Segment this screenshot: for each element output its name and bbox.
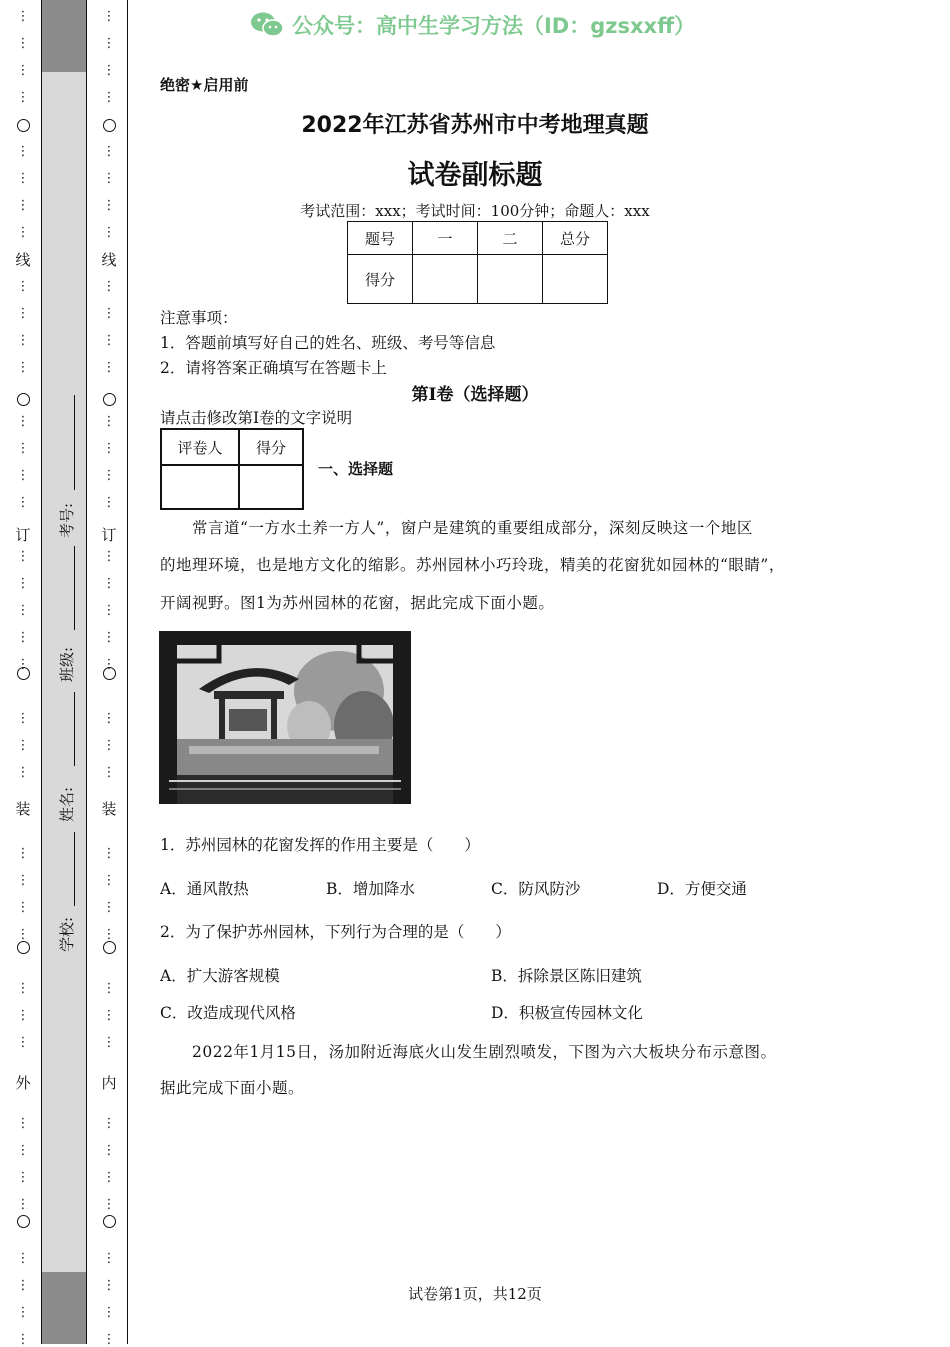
score-row-label: 得分: [348, 255, 413, 304]
binding-dots: ⋮: [102, 576, 116, 591]
binding-dots: ⋮: [16, 171, 30, 186]
binding-dots: ⋮: [102, 198, 116, 213]
school-field-line[interactable]: [74, 832, 75, 906]
binding-dots: ⋮: [16, 765, 30, 780]
watermark: [250, 10, 695, 40]
grader-header-cell: 评卷人: [161, 429, 239, 465]
binding-dots: ⋮: [102, 603, 116, 618]
binding-dots: ⋮: [16, 927, 30, 942]
binding-dots: ⋮: [16, 36, 30, 51]
page-title: 2022年江苏省苏州市中考地理真题: [301, 113, 649, 138]
score-header-cell: 总分: [543, 222, 608, 255]
page-footer: 试卷第1页，共12页: [408, 1285, 542, 1303]
option-a[interactable]: A．扩大游客规模: [160, 967, 280, 985]
score-header-cell: 题号: [348, 222, 413, 255]
score-table: [347, 221, 608, 304]
binding-dots: ⋮: [16, 1305, 30, 1320]
binding-dots: ⋮: [102, 900, 116, 915]
binding-dots: ⋮: [102, 846, 116, 861]
binding-dots: ⋮: [16, 657, 30, 672]
binding-dots: ⋮: [16, 441, 30, 456]
binding-dots: ⋮: [102, 1305, 116, 1320]
binding-hole-icon: [17, 667, 30, 680]
binding-dots: ⋮: [102, 441, 116, 456]
binding-dots: ⋮: [102, 495, 116, 510]
score-cell[interactable]: [413, 255, 478, 304]
option-c[interactable]: C．防风防沙: [491, 880, 581, 898]
binding-dots: ⋮: [16, 9, 30, 24]
binding-dots: ⋮: [16, 495, 30, 510]
score-cell[interactable]: [543, 255, 608, 304]
page-subtitle: 试卷副标题: [407, 160, 543, 191]
binding-dots: ⋮: [102, 468, 116, 483]
binding-hole-icon: [103, 941, 116, 954]
name-field-line[interactable]: [74, 692, 75, 766]
inner-char-nei: 内: [101, 1074, 117, 1092]
score-header-cell: 二: [478, 222, 543, 255]
binding-dots: ⋮: [102, 414, 116, 429]
binding-dots: ⋮: [16, 1116, 30, 1131]
binding-dots: ⋮: [16, 306, 30, 321]
binding-dots: ⋮: [16, 738, 30, 753]
binding-dots: ⋮: [16, 576, 30, 591]
binding-dots: ⋮: [16, 1332, 30, 1347]
binding-dots: ⋮: [102, 306, 116, 321]
binding-dots: ⋮: [102, 63, 116, 78]
outer-char-zhuang: 装: [15, 800, 31, 818]
binding-dots: ⋮: [102, 360, 116, 375]
garden-window-photo: [159, 631, 411, 804]
exam-id-field-label: 考号:: [58, 502, 76, 538]
binding-dots: ⋮: [102, 1008, 116, 1023]
binding-dots: ⋮: [16, 225, 30, 240]
outer-char-xian: 线: [15, 251, 31, 269]
binding-dots: ⋮: [16, 90, 30, 105]
outer-char-ding: 订: [15, 526, 31, 544]
school-field-label: 学校:: [58, 916, 76, 952]
binding-dots: ⋮: [102, 1170, 116, 1185]
binding-dots: ⋮: [16, 981, 30, 996]
binding-dots: ⋮: [16, 549, 30, 564]
binding-dots: ⋮: [102, 630, 116, 645]
binding-dots: ⋮: [102, 225, 116, 240]
binding-dots: ⋮: [102, 1332, 116, 1347]
binding-hole-icon: [103, 1215, 116, 1228]
binding-dots: ⋮: [102, 1116, 116, 1131]
binding-dots: ⋮: [16, 1251, 30, 1266]
binding-dots: ⋮: [16, 198, 30, 213]
grader-cell[interactable]: [161, 465, 239, 509]
binding-dots: ⋮: [16, 1278, 30, 1293]
binding-dots: ⋮: [16, 279, 30, 294]
option-d[interactable]: D．积极宣传园林文化: [491, 1004, 643, 1022]
passage-line: 2022年1月15日，汤加附近海底火山发生剧烈喷发，下图为六大板块分布示意图。: [192, 1043, 777, 1061]
binding-dots: ⋮: [102, 333, 116, 348]
notes-heading: 注意事项：: [160, 309, 238, 327]
binding-dots: ⋮: [16, 468, 30, 483]
binding-dots: ⋮: [16, 711, 30, 726]
wechat-icon: [250, 11, 284, 39]
grader-table: [160, 428, 304, 510]
binding-hole-icon: [17, 941, 30, 954]
score-cell[interactable]: [478, 255, 543, 304]
section-edit-hint[interactable]: 请点击修改第I卷的文字说明: [160, 409, 353, 427]
binding-dots: ⋮: [16, 144, 30, 159]
grader-header-cell: 得分: [239, 429, 303, 465]
binding-dots: ⋮: [102, 1035, 116, 1050]
binding-hole-icon: [103, 667, 116, 680]
binding-dots: ⋮: [102, 1197, 116, 1212]
secret-label: 绝密★启用前: [160, 76, 249, 94]
binding-dots: ⋮: [16, 360, 30, 375]
option-c[interactable]: C．改造成现代风格: [160, 1004, 296, 1022]
passage-line: 开阔视野。图1为苏州园林的花窗，据此完成下面小题。: [160, 594, 555, 612]
binding-dots: ⋮: [16, 1170, 30, 1185]
binding-dots: ⋮: [16, 414, 30, 429]
passage-line: 的地理环境，也是地方文化的缩影。苏州园林小巧玲珑，精美的花窗犹如园林的“眼睛”，: [160, 556, 785, 574]
name-field-label: 姓名:: [58, 786, 76, 822]
option-b[interactable]: B．拆除景区陈旧建筑: [491, 967, 642, 985]
inner-char-zhuang: 装: [101, 800, 117, 818]
binding-dots: ⋮: [102, 549, 116, 564]
binding-dots: ⋮: [102, 144, 116, 159]
binding-dots: ⋮: [102, 873, 116, 888]
binding-dots: ⋮: [102, 9, 116, 24]
score-header-cell: 一: [413, 222, 478, 255]
class-field-line[interactable]: [74, 546, 75, 630]
inner-char-ding: 订: [101, 526, 117, 544]
binding-dots: ⋮: [102, 1278, 116, 1293]
binding-dots: ⋮: [16, 1008, 30, 1023]
question-stem: 1．苏州园林的花窗发挥的作用主要是（ ）: [160, 836, 480, 854]
binding-gray-block-top: [42, 0, 86, 72]
binding-dots: ⋮: [16, 333, 30, 348]
option-b[interactable]: B．增加降水: [326, 880, 415, 898]
binding-dots: ⋮: [102, 765, 116, 780]
section-title: 第I卷（选择题）: [411, 385, 539, 405]
passage-line: 据此完成下面小题。: [160, 1079, 305, 1097]
binding-dots: ⋮: [16, 873, 30, 888]
binding-dots: ⋮: [102, 981, 116, 996]
grader-cell[interactable]: [239, 465, 303, 509]
binding-hole-icon: [17, 1215, 30, 1228]
binding-dots: ⋮: [102, 90, 116, 105]
binding-dots: ⋮: [102, 927, 116, 942]
binding-dots: ⋮: [102, 36, 116, 51]
binding-dots: ⋮: [16, 63, 30, 78]
outer-char-wai: 外: [15, 1074, 31, 1092]
binding-dots: ⋮: [102, 279, 116, 294]
notes-item: 2．请将答案正确填写在答题卡上: [160, 359, 387, 377]
question-stem: 2．为了保护苏州园林，下列行为合理的是（ ）: [160, 923, 511, 941]
class-field-label: 班级:: [58, 646, 76, 682]
binding-dots: ⋮: [16, 1035, 30, 1050]
watermark-text: 公众号：高中生学习方法（ID：gzsxxff）: [292, 14, 696, 38]
binding-dots: ⋮: [102, 1251, 116, 1266]
inner-char-xian: 线: [101, 251, 117, 269]
binding-dots: ⋮: [16, 846, 30, 861]
binding-dots: ⋮: [102, 171, 116, 186]
exam-meta: 考试范围：xxx；考试时间：100分钟；命题人：xxx: [300, 202, 650, 220]
option-d[interactable]: D．方便交通: [657, 880, 747, 898]
binding-dots: ⋮: [16, 603, 30, 618]
exam-id-field-line[interactable]: [74, 395, 75, 490]
binding-dots: ⋮: [102, 738, 116, 753]
binding-dots: ⋮: [102, 711, 116, 726]
binding-dots: ⋮: [16, 1143, 30, 1158]
notes-item: 1．答题前填写好自己的姓名、班级、考号等信息: [160, 334, 496, 352]
section-heading: 一、选择题: [318, 460, 394, 478]
binding-dots: ⋮: [16, 1197, 30, 1212]
binding-dots: ⋮: [102, 1143, 116, 1158]
binding-dots: ⋮: [16, 630, 30, 645]
passage-line: 常言道“一方水土养一方人”，窗户是建筑的重要组成部分，深刻反映这一个地区: [192, 519, 753, 537]
binding-dots: ⋮: [102, 657, 116, 672]
binding-dots: ⋮: [16, 900, 30, 915]
option-a[interactable]: A．通风散热: [160, 880, 249, 898]
